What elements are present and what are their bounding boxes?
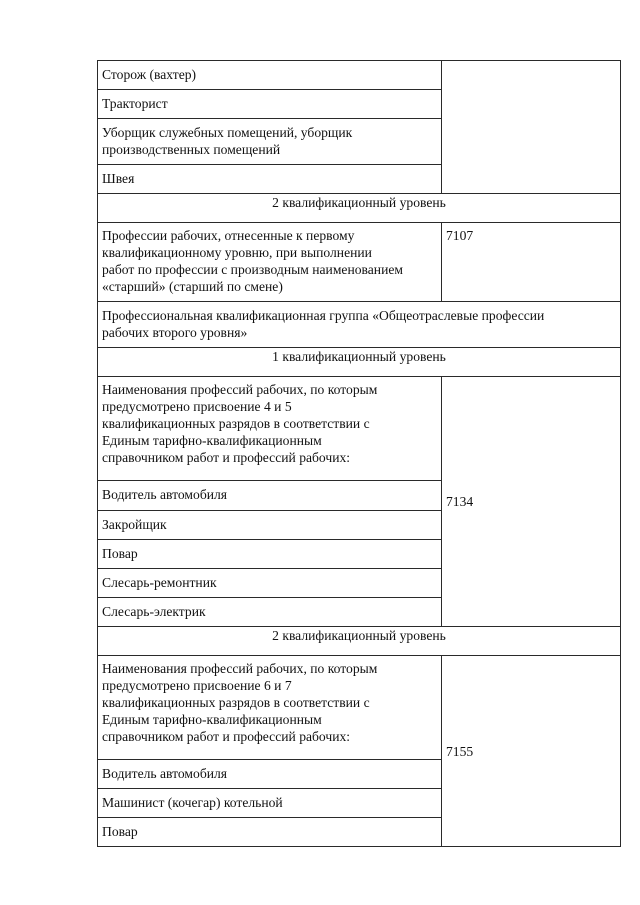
profession-name: Уборщик служебных помещений, уборщик производственных помещений <box>102 125 353 157</box>
profession-name-cell <box>98 90 442 119</box>
qualification-level-heading: 2 квалификационный уровень <box>98 194 621 223</box>
profession-name-cell <box>98 511 442 540</box>
profession-name-cell <box>98 223 442 302</box>
profession-name-cell <box>98 540 442 569</box>
profession-name: Сторож (вахтер) <box>102 67 197 82</box>
profession-name: Тракторист <box>102 96 168 111</box>
code-value: 7134 <box>446 494 474 509</box>
code-cell <box>442 656 621 847</box>
level-header-row <box>98 194 621 223</box>
profession-name: Водитель автомобиля <box>102 487 228 502</box>
code-cell <box>442 61 621 194</box>
profession-name: Наименования профессий рабочих, по которым предусмотрено присвоение 4 и 5 квалификационных разрядов в соответствии с Единым тарифно-квалификационным справочником работ и профессий рабочих: <box>102 382 378 465</box>
profession-name-cell <box>98 481 442 511</box>
code-cell <box>442 377 621 627</box>
table-row <box>98 656 621 760</box>
code-value: 7155 <box>446 743 474 759</box>
qualification-level-heading: 2 квалификационный уровень <box>98 627 621 656</box>
profession-name-cell <box>98 165 442 194</box>
profession-name-cell <box>98 789 442 818</box>
table-row <box>98 61 621 90</box>
profession-name: Профессии рабочих, отнесенные к первому квалификационному уровню, при выполнении работ по профессии с производным наименованием «старший» (старший по смене) <box>102 228 403 294</box>
table-row <box>98 223 621 302</box>
profession-name-cell <box>98 119 442 165</box>
profession-name-cell <box>98 656 442 760</box>
profession-name-cell <box>98 818 442 847</box>
profession-name: Водитель автомобиля <box>102 766 228 781</box>
table-row <box>98 377 621 481</box>
profession-name-cell <box>98 61 442 90</box>
profession-name-cell <box>98 377 442 481</box>
profession-name: Повар <box>102 824 138 839</box>
level-header-row <box>98 348 621 377</box>
profession-name-cell <box>98 760 442 789</box>
qualification-table <box>97 60 621 847</box>
qualification-level-heading: 1 квалификационный уровень <box>98 348 621 377</box>
profession-name: Швея <box>102 171 135 186</box>
profession-name-cell <box>98 569 442 598</box>
profession-name: Наименования профессий рабочих, по которым предусмотрено присвоение 6 и 7 квалификационных разрядов в соответствии с Единым тарифно-квалификационным справочником работ и профессий рабочих: <box>102 661 378 744</box>
professional-group-heading: Профессиональная квалификационная группа «Общеотраслевые профессии рабочих второго уровня» <box>98 302 621 348</box>
profession-name: Слесарь-ремонтник <box>102 575 217 590</box>
code-cell <box>442 223 621 302</box>
profession-name: Машинист (кочегар) котельной <box>102 795 283 810</box>
level-header-row <box>98 627 621 656</box>
code-value: 7107 <box>446 228 474 243</box>
profession-name: Повар <box>102 546 138 561</box>
group-header-row <box>98 302 621 348</box>
profession-name: Закройщик <box>102 517 167 532</box>
profession-name: Слесарь-электрик <box>102 604 206 619</box>
profession-name-cell <box>98 598 442 627</box>
